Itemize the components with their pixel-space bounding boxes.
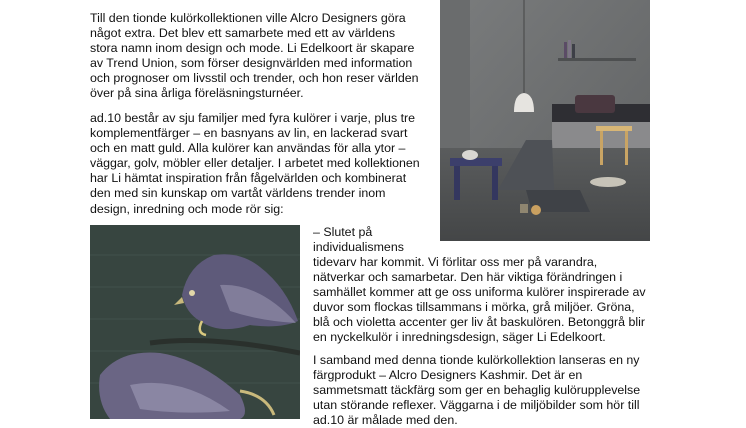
- body-line: komplementfärger – en basnyans av lin, en lackerad svart: [90, 126, 408, 141]
- table-leg: [454, 166, 460, 200]
- collection-paragraph: [90, 111, 420, 217]
- small-vase: [520, 204, 528, 213]
- book: [572, 44, 575, 58]
- product-line: utan störande reflexer. Väggarna i de miljöbilder som hör till: [313, 398, 640, 413]
- quote-line: en nyckelkulör i inredningsdesign, säger Li Edelkoort.: [313, 330, 606, 345]
- table-leg: [492, 166, 498, 200]
- glass-ornament: [531, 205, 541, 215]
- stool-leg: [600, 131, 603, 165]
- product-paragraph: [313, 353, 640, 428]
- body-line: ad.10 består av sju familjer med fyra kulörer i varje, plus tre: [90, 111, 416, 125]
- floor-bowl: [590, 177, 626, 187]
- product-line: färgprodukt – Alcro Designers Kashmir. Det är en: [313, 368, 583, 383]
- product-line: sammetsmatt täckfärg som ger en behaglig kulörupplevelse: [313, 383, 641, 398]
- quote-line: samhället kommer att ge oss uniforma kulörer inspirerade av: [313, 285, 646, 300]
- quote-line: tidevarv har kommit. Vi förlitar oss mer på varandra,: [313, 255, 598, 269]
- wall-shelf: [558, 58, 636, 61]
- room-illustration: [440, 0, 650, 241]
- pillow: [575, 95, 615, 113]
- intro-line: och prognoser om livsstil och trender, och hon reser världen: [90, 71, 419, 86]
- intro-paragraph: [90, 11, 419, 102]
- product-line: I samband med denna tionde kulörkollektion lanseras en ny: [313, 353, 640, 367]
- body-line: design, inredning och mode rör sig:: [90, 201, 284, 216]
- blue-side-table: [450, 158, 502, 166]
- intro-line: stora namn inom design och mode. Li Edelkoort är skapare: [90, 41, 415, 56]
- book: [568, 40, 571, 58]
- body-line: har Li hämtat inspiration från fågelvärlden och kombinerat: [90, 171, 407, 186]
- interior-room-photo: [440, 0, 650, 241]
- body-line: väggar, golv, möbler eller detaljer. I arbetet med kollektionen: [90, 156, 420, 171]
- quote-line: – Slutet på: [313, 225, 373, 239]
- intro-line: av Trend Union, som förser designvärlden med information: [90, 56, 413, 71]
- quote-line: duvor som flockas tillsammans i mörka, grå miljöer. Gröna,: [313, 300, 635, 315]
- book: [564, 42, 567, 58]
- intro-line: något extra. Det blev ett samarbete med ett av världens: [90, 26, 396, 41]
- body-line: den med sin kunskap om vartåt världens trender inom: [90, 186, 386, 201]
- quote-line: blå och violetta accenter ger liv åt baskulören. Betonggrå blir: [313, 315, 645, 330]
- quote-start: [313, 225, 404, 255]
- bowl: [462, 150, 478, 160]
- yellow-stool-top: [596, 126, 632, 131]
- quote-line: nätverkar och samarbetar. Den här viktiga förändringen i: [313, 270, 623, 285]
- product-line: ad.10 är målade med den.: [313, 413, 458, 428]
- quote-paragraph: [313, 255, 646, 346]
- intro-line: Till den tionde kulörkollektionen ville Alcro Designers göra: [90, 11, 406, 25]
- stool-leg: [625, 131, 628, 165]
- quote-line: individualismens: [313, 240, 404, 255]
- bird-illustration: [90, 225, 300, 419]
- intro-line: över på sina årliga föreläsningsturnéer.: [90, 86, 304, 101]
- pigeon-eye: [189, 290, 195, 296]
- pigeons-painting: [90, 225, 300, 419]
- body-line: och en matt guld. Alla kulörer kan användas för alla ytor –: [90, 141, 406, 156]
